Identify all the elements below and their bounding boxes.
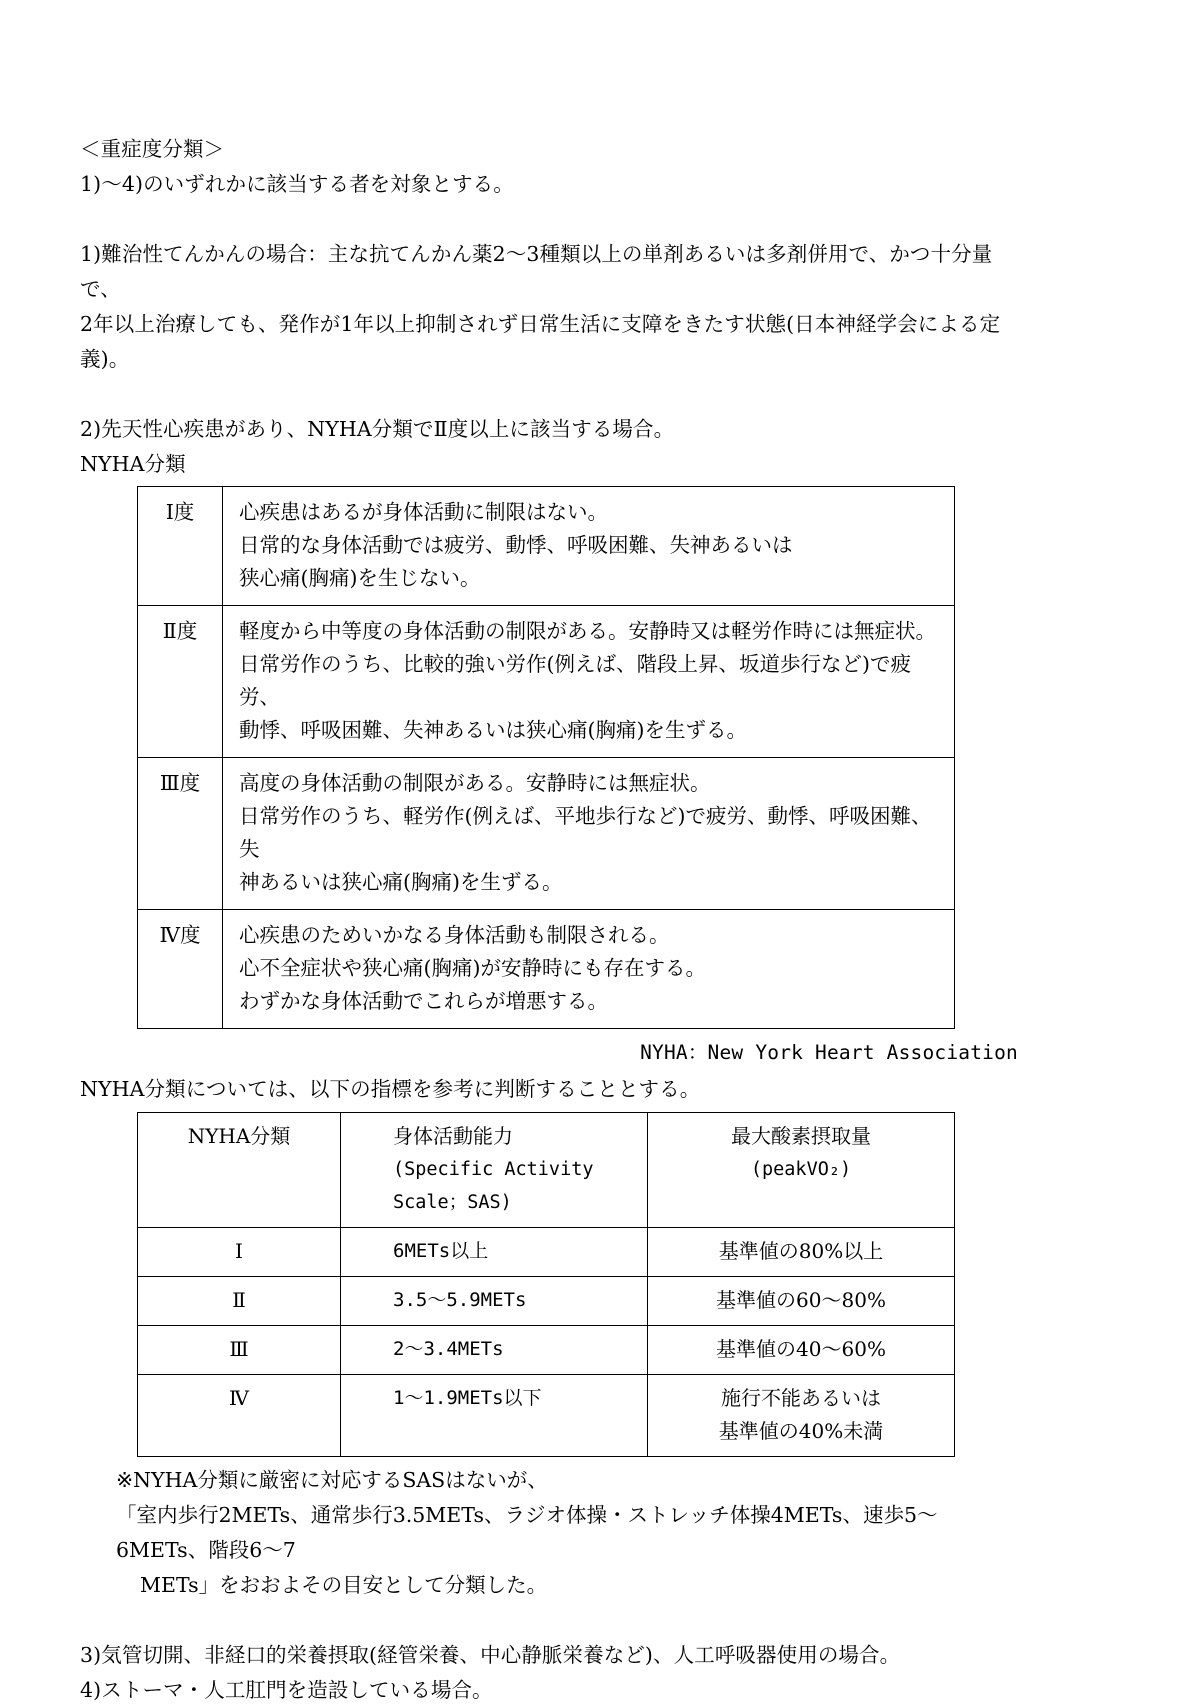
sas-row-activity: 1〜1.9METs以下 — [341, 1375, 648, 1457]
description-line: 日常労作のうち、軽労作(例えば、平地歩行など)で疲労、動悸、呼吸困難、失 — [239, 804, 932, 861]
document-content — [80, 132, 1020, 1708]
nyha-grade-cell: Ⅰ度 — [138, 487, 223, 606]
table-row — [138, 758, 955, 910]
sas-header-nyha: NYHA分類 — [138, 1113, 341, 1228]
header-line: 最大酸素摂取量 — [731, 1124, 871, 1148]
table-header-row — [138, 1113, 955, 1228]
severity-classification-heading: ＜重症度分類＞ — [80, 137, 225, 161]
description-line: 神あるいは狭心痛(胸痛)を生ずる。 — [239, 870, 563, 894]
nyha-description-cell — [223, 487, 955, 606]
nyha-grade-cell: Ⅲ度 — [138, 758, 223, 910]
sas-reference-table — [137, 1112, 955, 1457]
header-line: (Specific Activity Scale；SAS) — [393, 1159, 594, 1213]
item1-line3: 義)。 — [80, 347, 130, 371]
nyha-table-label: NYHA分類 — [80, 452, 186, 476]
description-line: 日常労作のうち、比較的強い労作(例えば、階段上昇、坂道歩行など)で疲労、 — [239, 652, 911, 709]
header-line: 身体活動能力 — [393, 1124, 513, 1148]
table-row — [138, 1228, 955, 1277]
item1-line1: 1)難治性てんかんの場合：主な抗てんかん薬2〜3種類以上の単剤あるいは多剤併用で、かつ十分量で、 — [80, 242, 993, 301]
sas-table-intro: NYHA分類については、以下の指標を参考に判断することとする。 — [80, 1077, 701, 1101]
nyha-description-cell — [223, 606, 955, 758]
sas-row-peakvo2: 基準値の40〜60% — [648, 1326, 955, 1375]
description-line: 高度の身体活動の制限がある。安静時には無症状。 — [239, 771, 711, 795]
sas-row-nyha: Ⅳ — [138, 1375, 341, 1457]
nyha-grade-cell: Ⅱ度 — [138, 606, 223, 758]
sas-row-peakvo2 — [648, 1375, 955, 1457]
table-row — [138, 910, 955, 1029]
table-row — [138, 1326, 955, 1375]
description-line: 心疾患のためいかなる身体活動も制限される。 — [239, 923, 670, 947]
item4-line: 4)ストーマ・人工肛門を造設している場合。 — [80, 1678, 493, 1702]
nyha-attribution: NYHA：New York Heart Association — [640, 1041, 1018, 1064]
footnote-line-2: 「室内歩行2METs、通常歩行3.5METs、ラジオ体操・ストレッチ体操4METs、速歩5〜6METs、階段6〜7 — [116, 1503, 938, 1562]
sas-footnote — [116, 1463, 1020, 1603]
sas-row-activity: 2〜3.4METs — [341, 1326, 648, 1375]
nyha-description-cell — [223, 758, 955, 910]
description-line: 心不全症状や狭心痛(胸痛)が安静時にも存在する。 — [239, 956, 706, 980]
item1-line2: 2年以上治療しても、発作が1年以上抑制されず日常生活に支障をきたす状態(日本神経学会による定 — [80, 312, 1001, 336]
description-line: 日常的な身体活動では疲労、動悸、呼吸困難、失神あるいは — [239, 533, 793, 557]
sas-header-activity — [341, 1113, 648, 1228]
peakvo2-line: 基準値の40%未満 — [718, 1419, 884, 1443]
sas-row-peakvo2: 基準値の60〜80% — [648, 1277, 955, 1326]
nyha-grade-cell: Ⅳ度 — [138, 910, 223, 1029]
footnote-line-1: ※NYHA分類に厳密に対応するSASはないが、 — [116, 1468, 548, 1492]
item2-line1: 2)先天性心疾患があり、NYHA分類でⅡ度以上に該当する場合。 — [80, 417, 675, 441]
description-line: 狭心痛(胸痛)を生じない。 — [239, 566, 481, 590]
sas-row-nyha: Ⅲ — [138, 1326, 341, 1375]
sas-row-nyha: Ⅱ — [138, 1277, 341, 1326]
sas-row-peakvo2: 基準値の80%以上 — [648, 1228, 955, 1277]
sas-row-nyha: Ⅰ — [138, 1228, 341, 1277]
table-row — [138, 1375, 955, 1457]
description-line: 動悸、呼吸困難、失神あるいは狭心痛(胸痛)を生ずる。 — [239, 718, 747, 742]
table-row — [138, 606, 955, 758]
nyha-description-cell — [223, 910, 955, 1029]
sas-header-peakvo2 — [648, 1113, 955, 1228]
spacer-2 — [80, 377, 1020, 412]
table-row — [138, 1277, 955, 1326]
spacer-1 — [80, 202, 1020, 237]
description-line: 軽度から中等度の身体活動の制限がある。安静時又は軽労作時には無症状。 — [239, 619, 936, 643]
nyha-classification-table — [137, 486, 955, 1029]
sas-row-activity: 6METs以上 — [341, 1228, 648, 1277]
item3-line: 3)気管切開、非経口的栄養摂取(経管栄養、中心静脈栄養など)、人工呼吸器使用の場合。 — [80, 1643, 901, 1667]
description-line: 心疾患はあるが身体活動に制限はない。 — [239, 500, 608, 524]
table-row — [138, 487, 955, 606]
header-line: (peakVO₂) — [750, 1159, 852, 1180]
footnote-line-3: METs」をおおよその目安として分類した。 — [140, 1573, 548, 1597]
peakvo2-line: 施行不能あるいは — [721, 1386, 881, 1410]
description-line: わずかな身体活動でこれらが増悪する。 — [239, 989, 608, 1013]
spacer-3 — [80, 1603, 1020, 1638]
severity-classification-subheading: 1)〜4)のいずれかに該当する者を対象とする。 — [80, 172, 514, 196]
sas-row-activity: 3.5〜5.9METs — [341, 1277, 648, 1326]
